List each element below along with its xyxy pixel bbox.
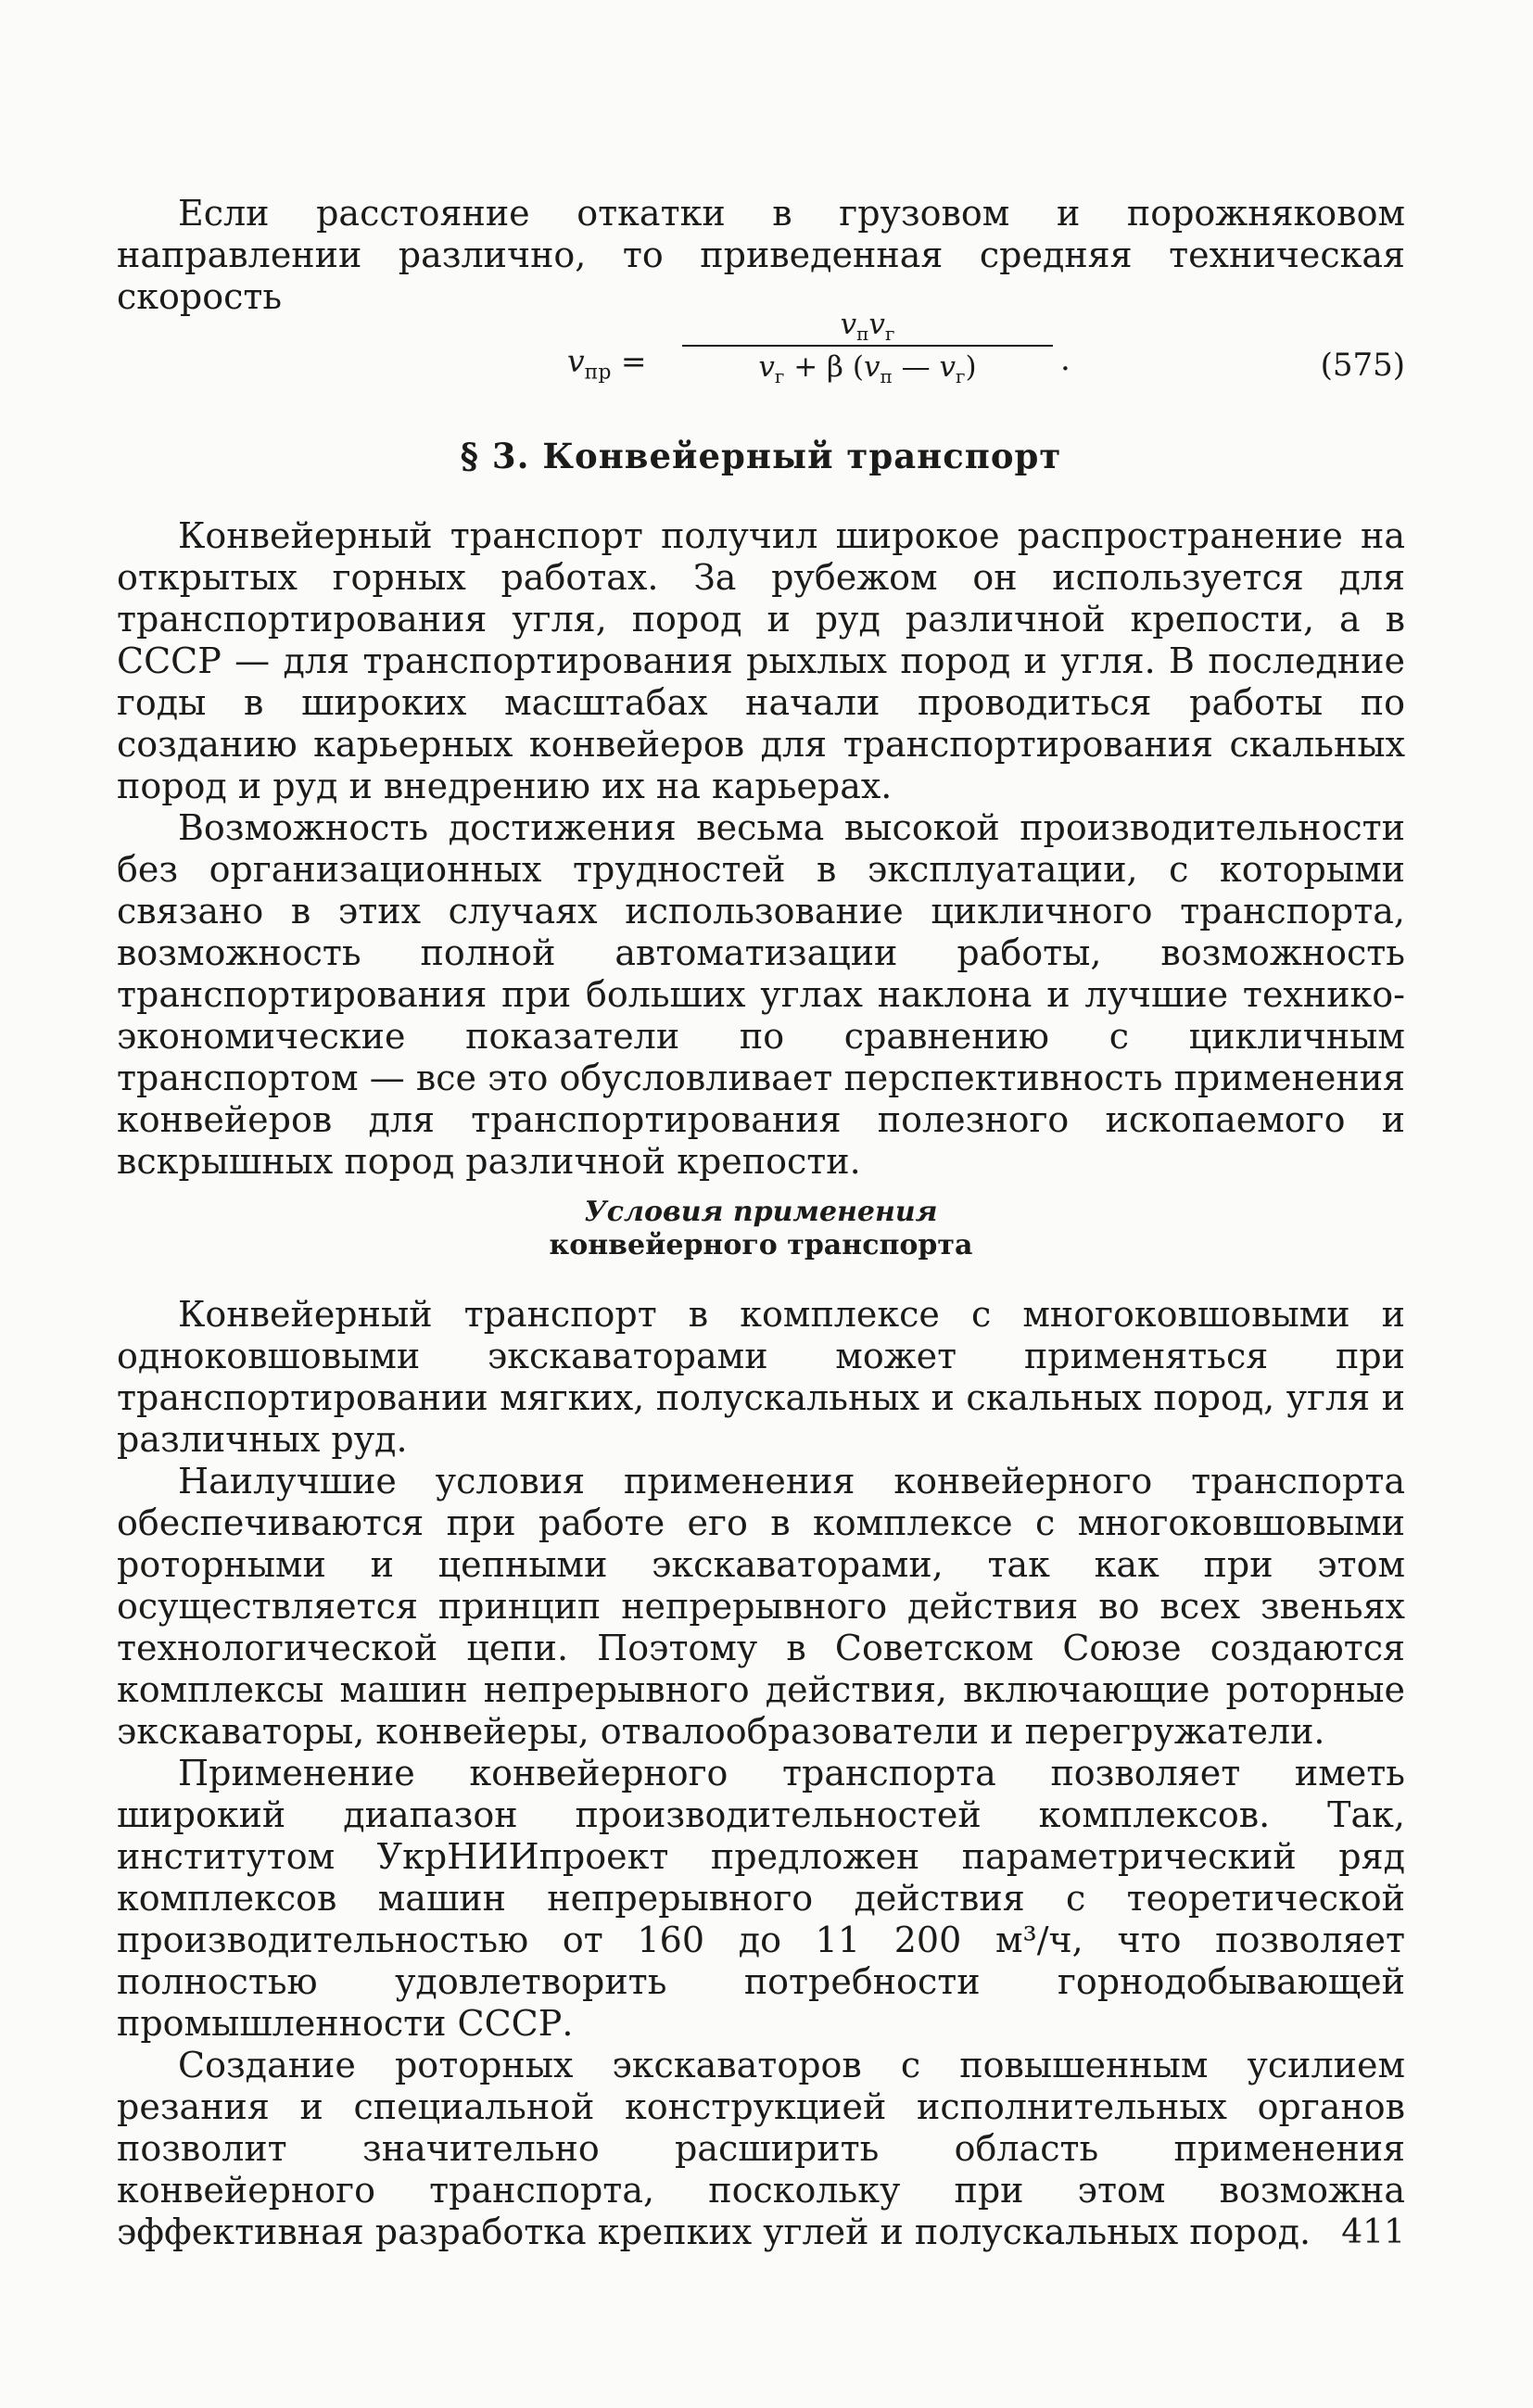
num-var-a: v bbox=[840, 308, 857, 341]
formula-lhs bbox=[567, 343, 647, 385]
formula-number: (575) bbox=[1320, 347, 1405, 384]
formula-period: . bbox=[1060, 341, 1071, 378]
formula-equals: = bbox=[620, 343, 647, 379]
paragraph-3: Конвейерный транспорт в комплексе с многоковшовыми и одноковшовыми экскаваторами может применяться при транспортировании мягких, полускальных и скальных пород, угля и различных руд. bbox=[117, 1294, 1405, 1460]
den-minus: — bbox=[892, 350, 940, 384]
formula-fraction bbox=[682, 306, 1053, 386]
page-number: 411 bbox=[1341, 2213, 1405, 2251]
fraction-bar bbox=[682, 345, 1053, 347]
paragraph-4: Наилучшие условия применения конвейерного транспорта обеспечиваются при работе его в комплексе с многоковшовыми роторными и цепными экскаваторами, так как при этом осуществляется принцип непрерывного действия во всех звеньях технологической цепи. Поэтому в Советском Союзе создаются комплексы машин непрерывного действия, включающие роторные экскаваторы, конвейеры, отвалообразователи и перегружатели. bbox=[117, 1461, 1405, 1752]
paragraph-2: Возможность достижения весьма высокой производительности без организационных трудностей в эксплуатации, с которыми связано в этих случаях использование цикличного транспорта, возможность полной автоматизации работы, возможность транспортирования при больших углах наклона и лучшие технико-экономические показатели по сравнению с цикличным транспортом — все это обусловливает перспективность применения конвейеров для транспортирования полезного ископаемого и вскрышных пород различной крепости. bbox=[117, 807, 1405, 1182]
intro-block bbox=[117, 193, 1405, 318]
den-sub-a: г bbox=[774, 365, 785, 388]
formula-denominator bbox=[682, 349, 1053, 386]
paragraph-5: Применение конвейерного транспорта позволяет иметь широкий диапазон производительностей комплексов. Так, институтом УкрНИИпроект предложен параметрический ряд комплексов машин непрерывного действия с теоретической производительностью от 160 до 11 200 м³/ч, что позволяет полностью удовлетворить потребности горнодобывающей промышленности СССР. bbox=[117, 1753, 1405, 2044]
section-body-2 bbox=[117, 1294, 1405, 2253]
paragraph-1: Конвейерный транспорт получил широкое распространение на открытых горных работах. За рубежом он используется для транспортирования угля, пород и руд различной крепости, а в СССР — для транспортирования рыхлых пород и угля. В последние годы в широких масштабах начали проводиться работы по созданию карьерных конвейеров для транспортирования скальных пород и руд и внедрению их на карьерах. bbox=[117, 515, 1405, 806]
intro-paragraph: Если расстояние откатки в грузовом и порожняковом направлении различно, то приведенная средняя техническая скорость bbox=[117, 193, 1405, 317]
paragraph-6: Создание роторных экскаваторов с повышенным усилием резания и специальной конструкцией исполнительных органов позволит значительно расширить область применения конвейерного транспорта, поскольку при этом возможна эффективная разработка крепких углей и полускальных пород. bbox=[117, 2045, 1405, 2252]
den-var-a: v bbox=[758, 350, 775, 384]
den-var-b: v bbox=[863, 350, 881, 384]
subsection-title-line1: Условия применения bbox=[584, 1196, 938, 1228]
num-var-b: v bbox=[868, 308, 885, 341]
formula-575 bbox=[117, 306, 1405, 408]
formula-lhs-var: v bbox=[567, 343, 585, 379]
subsection-title bbox=[117, 1196, 1405, 1262]
den-close: ) bbox=[965, 350, 977, 384]
num-sub-b: г bbox=[884, 323, 895, 346]
formula-numerator bbox=[682, 306, 1053, 346]
section-title: § 3. Конвейерный транспорт bbox=[460, 436, 1062, 476]
den-mid: + β ( bbox=[784, 350, 864, 384]
subsection-title-line2: конвейерного транспорта bbox=[549, 1229, 973, 1261]
den-var-c: v bbox=[939, 350, 957, 384]
section-body-1 bbox=[117, 515, 1405, 1183]
den-sub-c: г bbox=[956, 365, 966, 388]
num-sub-a: п bbox=[856, 323, 869, 346]
den-sub-b: п bbox=[880, 365, 893, 388]
formula-lhs-sub: пр bbox=[584, 361, 612, 385]
